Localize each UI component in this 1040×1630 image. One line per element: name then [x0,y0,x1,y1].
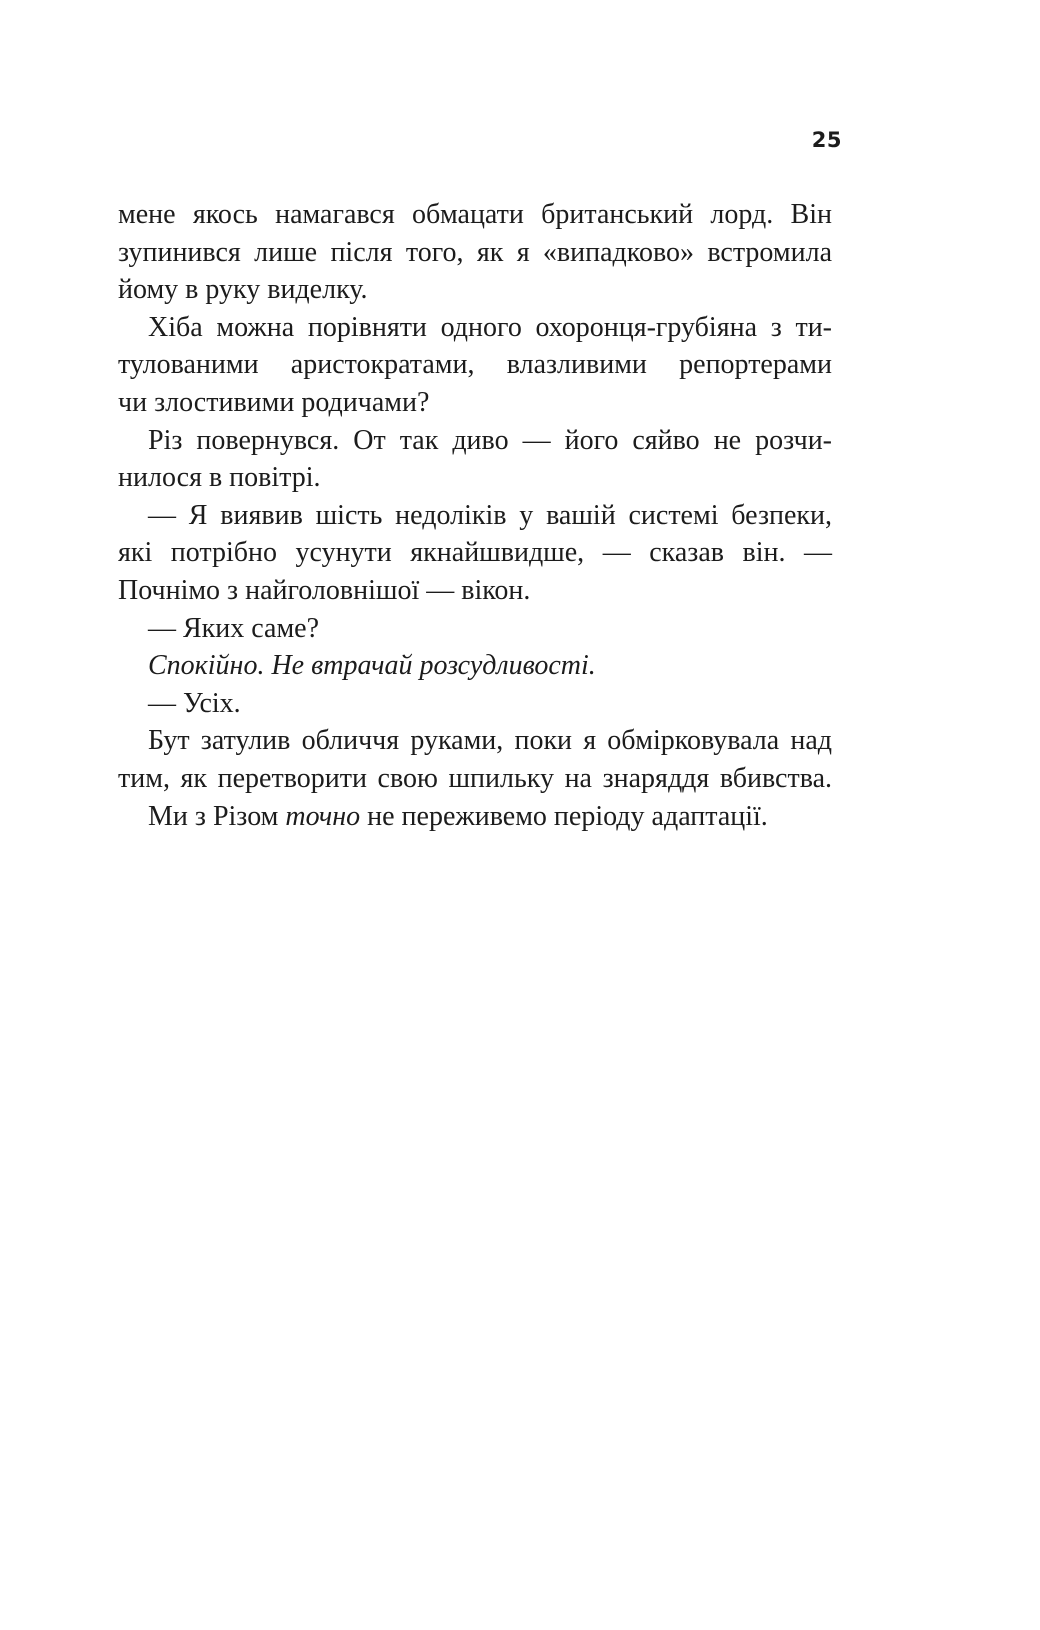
text-line: — Яких саме? [148,612,320,644]
text-segment: не переживемо періоду адаптації. [360,800,768,832]
text-line: чи злостивими родичами? [118,386,430,418]
text-line: Бут затулив обличчя руками, поки я обмірковувала над [148,725,832,757]
text-segment: Ми з Різом [148,800,286,832]
text-line: — Я виявив шість недоліків у вашій системі безпеки, [148,499,832,531]
text-line [118,798,832,836]
text-line: — Усіх. [148,687,241,719]
text-line: Хіба можна порівняти одного охоронця-грубіяна з ти- [148,311,832,343]
text-line: Спокійно. Не втрачай розсудливості. [148,650,596,682]
text-line: тим, як перетворити свою шпильку на знаряддя вбивства. [118,762,832,794]
text-line: зупинився лише після того, як я «випадково» встромила [118,236,832,268]
text-line: тулованими аристократами, влазливими репортерами [118,349,832,381]
emphasis-text: точно [285,800,361,832]
page-number: 25 [811,128,842,152]
text-line: йому в руку виделку. [118,274,368,306]
text-line: Почнімо з найголовнішої — вікон. [118,574,531,606]
body-text [118,196,832,835]
text-line: які потрібно усунути якнайшвидше, — сказав він. — [118,537,832,569]
text-line: Різ повернувся. От так диво — його сяйво не розчи- [148,424,832,456]
text-line: нилося в повітрі. [118,462,321,494]
text-line: мене якось намагався обмацати британський лорд. Він [118,199,832,230]
